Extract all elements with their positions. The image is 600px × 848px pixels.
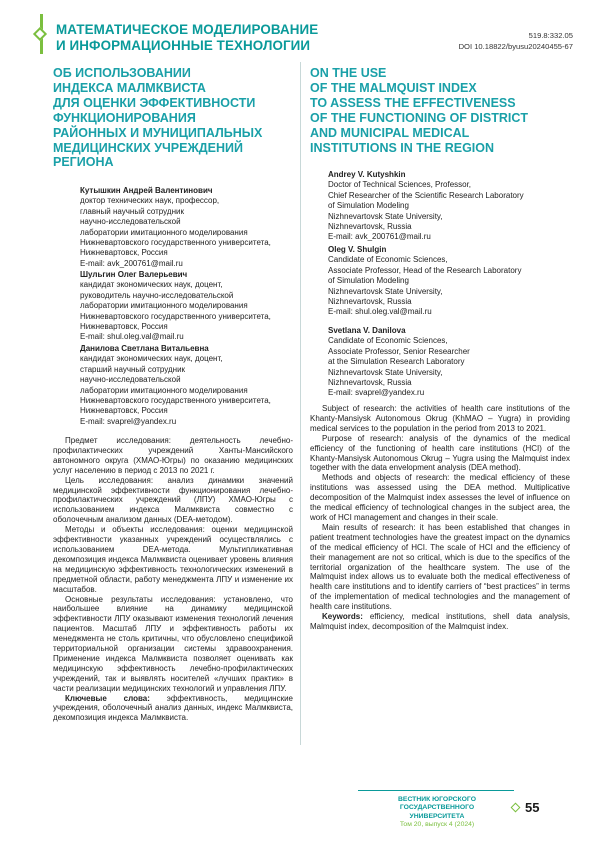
- title-ru-line: РЕГИОНА: [53, 155, 114, 170]
- author-email[interactable]: E-mail: svaprel@yandex.ru: [80, 416, 177, 426]
- author-detail: доктор технических наук, профессор,: [80, 196, 220, 206]
- diamond-icon: [511, 803, 521, 813]
- diamond-icon: [33, 27, 47, 41]
- author-detail: Candidate of Economic Sciences,: [328, 336, 448, 346]
- title-ru-line: РАЙОННЫХ И МУНИЦИПАЛЬНЫХ: [53, 125, 263, 140]
- author-name: Svetlana V. Danilova: [328, 326, 406, 335]
- author-detail: Nizhnevartovsk, Russia: [328, 222, 412, 232]
- abstract-paragraph: Purpose of research: analysis of the dynamics of the medical efficiency of the functioning of health care institutions (HCI) of the Khanty-Mansiysk Autonomous Okrug – Yugra using the Malmquist index together with the data envelopment analysis (DEA method).: [310, 433, 570, 473]
- author-detail: Nizhnevartovsk State University,: [328, 367, 443, 377]
- udc-code: 519.8:332.05: [528, 31, 573, 40]
- column-divider: [300, 62, 301, 745]
- author-detail: лаборатории имитационного моделирования: [80, 301, 248, 311]
- author-detail: кандидат экономических наук, доцент,: [80, 280, 223, 290]
- author-detail: of Simulation Modeling: [328, 276, 409, 286]
- author-detail: Doctor of Technical Sciences, Professor,: [328, 180, 472, 190]
- keywords-label: Ключевые слова:: [65, 693, 150, 703]
- keywords-en: [310, 612, 570, 632]
- title-ru-line: ДЛЯ ОЦЕНКИ ЭФФЕКТИВНОСТИ: [53, 95, 256, 110]
- author-en-3: [328, 326, 573, 399]
- rubric-line-2: И ИНФОРМАЦИОННЫЕ ТЕХНОЛОГИИ: [56, 38, 311, 53]
- author-detail: кандидат экономических наук, доцент,: [80, 354, 223, 364]
- title-ru-line: МЕДИЦИНСКИХ УЧРЕЖДЕНИЙ: [53, 140, 244, 155]
- title-ru-line: ФУНКЦИОНИРОВАНИЯ: [53, 110, 196, 125]
- author-detail: Нижневартовского государственного университета,: [80, 396, 271, 406]
- title-ru-line: ОБ ИСПОЛЬЗОВАНИИ: [53, 66, 191, 80]
- author-ru-2: [80, 270, 295, 343]
- author-detail: Nizhnevartovsk, Russia: [328, 297, 412, 307]
- journal-line: ВЕСТНИК ЮГОРСКОГО: [398, 796, 476, 803]
- abstract-paragraph: Subject of research: the activities of health care institutions of the Khanty-Mansiysk Autonomous Okrug (KhMAO – Yugra) in providing medical services to the population in the period from 2013 to 2021.: [310, 404, 570, 433]
- author-detail: Нижневартовск, Россия: [80, 322, 168, 332]
- author-name: Andrey V. Kutyshkin: [328, 170, 406, 179]
- author-name: Шульгин Олег Валерьевич: [80, 270, 188, 279]
- keywords-text: efficiency, medical institutions, shell data analysis, Malmquist index, decomposition of the Malmquist index.: [310, 612, 570, 631]
- journal-name: [372, 796, 502, 830]
- author-en-2: [328, 245, 573, 318]
- author-name: Oleg V. Shulgin: [328, 245, 387, 254]
- title-en-line: ON THE USE: [310, 66, 387, 80]
- author-detail: лаборатории имитационного моделирования: [80, 385, 248, 395]
- keywords-ru: [53, 694, 293, 724]
- title-en-line: INSTITUTIONS IN THE REGION: [310, 140, 495, 155]
- author-detail: of Simulation Modeling: [328, 201, 409, 211]
- author-detail: Chief Researcher of the Scientific Research Laboratory: [328, 190, 524, 200]
- author-detail: научно-исследовательской: [80, 375, 181, 385]
- keywords-text: эффективность, медицинские учреждения, оболочечный анализ данных, индекс Малмквиста, декомпозиция индекса Малмквиста.: [53, 693, 293, 723]
- abstract-paragraph: Основные результаты исследования: установлено, что наибольшее влияние на динамику медицинской эффективности ЛПУ оказывают изменения технологий лечения пациентов. Масштаб ЛПУ и эффективность работы их менеджмента не столь критичны, что обусловлено спецификой территориальной организации системы здравоохранения. Применение индекса Малмквиста позволяет оценивать как медицинскую эффективность лечебно-профилактических учреждений, так и выявлять носителей «лучших практик» в части реализации медицинских технологий и управления ЛПУ.: [53, 594, 293, 693]
- title-en-line: OF THE FUNCTIONING OF DISTRICT: [310, 110, 529, 125]
- title-en-line: AND MUNICIPAL MEDICAL: [310, 125, 470, 140]
- author-detail: Nizhnevartovsk, Russia: [328, 378, 412, 388]
- title-russian: [53, 66, 293, 170]
- article-identifiers: [459, 31, 573, 52]
- title-en-line: OF THE MALMQUIST INDEX: [310, 80, 477, 95]
- rubric-line-1: МАТЕМАТИЧЕСКОЕ МОДЕЛИРОВАНИЕ: [56, 22, 319, 37]
- author-detail: Candidate of Economic Sciences,: [328, 255, 448, 265]
- author-detail: Associate Professor, Senior Researcher: [328, 346, 470, 356]
- author-detail: Нижневартовск, Россия: [80, 248, 168, 258]
- abstract-russian: [53, 436, 293, 723]
- abstract-paragraph: Методы и объекты исследования: оценки медицинской эффективности указанных учреждений осуществлялись с использованием DEA-метода. Мультипликативная декомпозиция индекса Малмквиста оценивает уровень влияния на медицинскую эффективность технологических изменений в предметной области, работу менеджмента ЛПУ и изменение их масштабов.: [53, 525, 293, 594]
- author-email[interactable]: E-mail: shul.oleg.val@mail.ru: [80, 332, 184, 342]
- author-detail: Associate Professor, Head of the Research Laboratory: [328, 265, 522, 275]
- author-en-1: [328, 170, 573, 243]
- author-email[interactable]: E-mail: shul.oleg.val@mail.ru: [328, 307, 432, 317]
- page-number: 55: [525, 800, 540, 815]
- abstract-paragraph: Предмет исследования: деятельность лечебно-профилактических учреждений Ханты-Мансийского автономного округа (ХМАО-Югры) по оказанию медицинских услуг населению в период с 2013 по 2021 г.: [53, 436, 293, 475]
- abstract-paragraph: Main results of research: it has been established that changes in patient treatment technologies have the greatest impact on the dynamics of the medical efficiency of HCI. The scale of HCI and the efficiency of their management are not so critical, which is due to the specifics of the territorial organization of the healthcare system. The use of the Malmquist index allows us to evaluate both the medical effectiveness of health care institutions and to identify carriers of “best practices” in terms of the implementation of medical technologies and the management of health care institutions.: [310, 522, 570, 612]
- abstract-paragraph: Methods and objects of research: the medical efficiency of these institutions was assessed using the DEA method. Multiplicative decomposition of the Malmquist index assesses the level of influence on the medical efficiency of technological changes in the subject area, the work of HCI management and changes in their scale.: [310, 473, 570, 522]
- section-rubric: [56, 22, 318, 54]
- author-email[interactable]: E-mail: svaprel@yandex.ru: [328, 388, 425, 398]
- author-detail: Nizhnevartovsk State University,: [328, 211, 443, 221]
- author-detail: Нижневартовского государственного университета,: [80, 311, 271, 321]
- author-name: Данилова Светлана Витальевна: [80, 344, 209, 353]
- author-detail: старший научный сотрудник: [80, 364, 186, 374]
- author-detail: Нижневартовск, Россия: [80, 406, 168, 416]
- keywords-label: Keywords:: [322, 612, 363, 622]
- abstract-paragraph: Цель исследования: анализ динамики значений медицинской эффективности функционирования лечебно-профилактических учреждений (ЛПУ) ХМАО-Югры с использованием индекса Малмквиста совместно с оболочечным анализом данных (DEA-методом).: [53, 475, 293, 525]
- author-detail: Nizhnevartovsk State University,: [328, 286, 443, 296]
- author-ru-3: [80, 344, 295, 427]
- title-ru-line: ИНДЕКСА МАЛМКВИСТА: [53, 80, 206, 95]
- author-detail: научно-исследовательской: [80, 217, 181, 227]
- author-email[interactable]: E-mail: avk_200761@mail.ru: [328, 232, 431, 242]
- author-detail: at the Simulation Research Laboratory: [328, 357, 465, 367]
- doi: DOI 10.18822/byusu20240455-67: [458, 41, 573, 51]
- title-en-line: TO ASSESS THE EFFECTIVENESS: [310, 95, 516, 110]
- author-detail: лаборатории имитационного моделирования: [80, 227, 248, 237]
- author-detail: руководитель научно-исследовательской: [80, 290, 234, 300]
- author-detail: главный научный сотрудник: [80, 206, 184, 216]
- footer-line: [358, 790, 514, 791]
- journal-line: ГОСУДАРСТВЕННОГО УНИВЕРСИТЕТА: [399, 804, 475, 820]
- abstract-english: [310, 404, 570, 632]
- author-detail: Нижневартовского государственного университета,: [80, 238, 271, 248]
- author-ru-1: [80, 186, 295, 269]
- title-english: [310, 66, 570, 155]
- author-email[interactable]: E-mail: avk_200761@mail.ru: [80, 258, 183, 268]
- author-name: Кутышкин Андрей Валентинович: [80, 186, 213, 195]
- journal-issue: Том 20, выпуск 4 (2024): [399, 821, 475, 829]
